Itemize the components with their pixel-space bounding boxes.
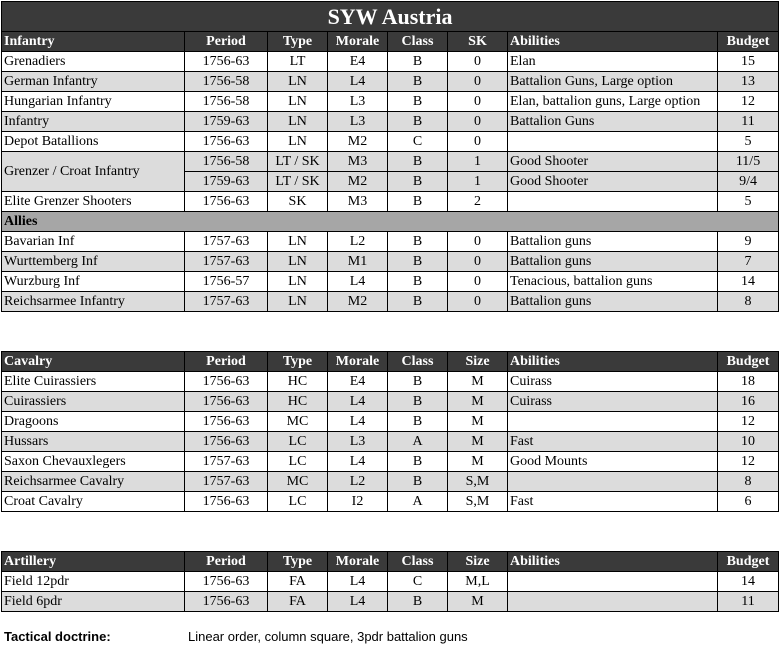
- table-cell: Depot Batallions: [2, 132, 185, 152]
- table-cell: C: [388, 572, 448, 592]
- table-cell: LC: [268, 432, 328, 452]
- table-cell: L4: [328, 392, 388, 412]
- table-cell: 7: [718, 252, 779, 272]
- table-cell: L3: [328, 92, 388, 112]
- table-cell: Elan, battalion guns, Large option: [508, 92, 718, 112]
- table-cell: M1: [328, 252, 388, 272]
- page-title: SYW Austria: [2, 2, 779, 32]
- table-cell: Good Mounts: [508, 452, 718, 472]
- table-cell: Elite Grenzer Shooters: [2, 192, 185, 212]
- table-cell: Dragoons: [2, 412, 185, 432]
- table-cell: B: [388, 472, 448, 492]
- col-header: Class: [388, 352, 448, 372]
- table-cell: I2: [328, 492, 388, 512]
- table-cell: B: [388, 292, 448, 312]
- table-cell: 15: [718, 52, 779, 72]
- table-row: [2, 452, 779, 472]
- table-cell: German Infantry: [2, 72, 185, 92]
- table-cell: [508, 412, 718, 432]
- table-cell: 11: [718, 592, 779, 612]
- table-cell: 1756-63: [185, 432, 268, 452]
- table-cell: LT / SK: [268, 152, 328, 172]
- table-cell: B: [388, 392, 448, 412]
- table-cell: 1756-63: [185, 52, 268, 72]
- table-cell: 0: [448, 252, 508, 272]
- table-cell: 1: [448, 172, 508, 192]
- table-cell: 14: [718, 272, 779, 292]
- table-cell: M: [448, 372, 508, 392]
- table-cell: Elite Cuirassiers: [2, 372, 185, 392]
- col-header: Abilities: [508, 32, 718, 52]
- table-cell: M: [448, 432, 508, 452]
- table-cell: HC: [268, 372, 328, 392]
- table-row: [2, 472, 779, 492]
- table-cell: Cuirass: [508, 392, 718, 412]
- table-cell: 12: [718, 452, 779, 472]
- table-row: [2, 132, 779, 152]
- table-cell: SK: [268, 192, 328, 212]
- table-cell: B: [388, 372, 448, 392]
- infantry-table: [1, 1, 779, 312]
- table-row: [2, 232, 779, 252]
- table-cell: 1756-58: [185, 92, 268, 112]
- table-cell: 1756-58: [185, 72, 268, 92]
- table-cell: M3: [328, 192, 388, 212]
- table-cell: 1756-63: [185, 132, 268, 152]
- table-cell: 9/4: [718, 172, 779, 192]
- table-cell: E4: [328, 52, 388, 72]
- table-cell: Reichsarmee Infantry: [2, 292, 185, 312]
- table-cell: Wurttemberg Inf: [2, 252, 185, 272]
- table-cell: B: [388, 172, 448, 192]
- table-cell: B: [388, 92, 448, 112]
- table-cell: L2: [328, 472, 388, 492]
- table-cell: [508, 192, 718, 212]
- table-row: [2, 72, 779, 92]
- col-header: Cavalry: [2, 352, 185, 372]
- table-cell: MC: [268, 412, 328, 432]
- table-cell: B: [388, 452, 448, 472]
- table-cell: LN: [268, 292, 328, 312]
- table-cell: LC: [268, 452, 328, 472]
- table-cell: 1756-63: [185, 592, 268, 612]
- table-cell: B: [388, 232, 448, 252]
- tactical-doctrine: [4, 629, 468, 644]
- table-cell: Good Shooter: [508, 172, 718, 192]
- table-cell: 14: [718, 572, 779, 592]
- table-row: [2, 292, 779, 312]
- table-cell: M2: [328, 132, 388, 152]
- table-cell: M3: [328, 152, 388, 172]
- table-cell: 1756-63: [185, 492, 268, 512]
- table-cell: MC: [268, 472, 328, 492]
- table-cell: LN: [268, 92, 328, 112]
- table-cell: LC: [268, 492, 328, 512]
- table-row: [2, 272, 779, 292]
- table-cell: Reichsarmee Cavalry: [2, 472, 185, 492]
- col-header: Budget: [718, 552, 779, 572]
- doctrine-label: Tactical doctrine:: [4, 629, 111, 644]
- table-cell: 1756-57: [185, 272, 268, 292]
- artillery-header-row: [2, 552, 779, 572]
- table-cell: 0: [448, 112, 508, 132]
- section-label: Allies: [2, 212, 779, 232]
- table-cell: 8: [718, 292, 779, 312]
- table-cell: B: [388, 112, 448, 132]
- table-cell: LN: [268, 252, 328, 272]
- col-header: Morale: [328, 32, 388, 52]
- table-cell: L2: [328, 232, 388, 252]
- col-header: Type: [268, 32, 328, 52]
- table-cell: 6: [718, 492, 779, 512]
- table-cell: Tenacious, battalion guns: [508, 272, 718, 292]
- infantry-header-row: [2, 32, 779, 52]
- table-cell: L3: [328, 112, 388, 132]
- table-cell: LN: [268, 132, 328, 152]
- table-row: [2, 412, 779, 432]
- table-cell: B: [388, 412, 448, 432]
- col-header: Morale: [328, 552, 388, 572]
- table-cell: M: [448, 452, 508, 472]
- cavalry-header-row: [2, 352, 779, 372]
- table-cell: 0: [448, 292, 508, 312]
- col-header: Class: [388, 32, 448, 52]
- col-header: Size: [448, 552, 508, 572]
- table-cell: 9: [718, 232, 779, 252]
- cavalry-table: [1, 351, 779, 512]
- table-row: [2, 152, 779, 172]
- col-header: Budget: [718, 32, 779, 52]
- allies-section-row: [2, 212, 779, 232]
- table-cell: Grenadiers: [2, 52, 185, 72]
- table-cell: Battalion guns: [508, 252, 718, 272]
- table-cell: Battalion Guns: [508, 112, 718, 132]
- table-cell: Saxon Chevauxlegers: [2, 452, 185, 472]
- table-cell: Hungarian Infantry: [2, 92, 185, 112]
- table-cell: 5: [718, 192, 779, 212]
- table-cell: 1757-63: [185, 472, 268, 492]
- table-cell: 2: [448, 192, 508, 212]
- table-cell: 13: [718, 72, 779, 92]
- table-cell: 0: [448, 272, 508, 292]
- table-row: [2, 592, 779, 612]
- col-header: Infantry: [2, 32, 185, 52]
- table-cell: B: [388, 592, 448, 612]
- table-cell: 1756-63: [185, 192, 268, 212]
- table-row: [2, 492, 779, 512]
- table-row: [2, 52, 779, 72]
- table-row: [2, 192, 779, 212]
- table-cell: 12: [718, 92, 779, 112]
- table-cell: [508, 472, 718, 492]
- table-cell: 11: [718, 112, 779, 132]
- table-cell: Elan: [508, 52, 718, 72]
- table-cell: B: [388, 52, 448, 72]
- col-header: Artillery: [2, 552, 185, 572]
- table-cell: C: [388, 132, 448, 152]
- table-cell: LN: [268, 272, 328, 292]
- table-cell: L4: [328, 572, 388, 592]
- table-cell: Field 12pdr: [2, 572, 185, 592]
- table-row: [2, 112, 779, 132]
- table-cell: Battalion Guns, Large option: [508, 72, 718, 92]
- table-row: [2, 372, 779, 392]
- table-cell: B: [388, 252, 448, 272]
- table-cell: Wurzburg Inf: [2, 272, 185, 292]
- table-row: [2, 252, 779, 272]
- artillery-table: [1, 551, 779, 612]
- table-cell: HC: [268, 392, 328, 412]
- table-cell: 8: [718, 472, 779, 492]
- table-cell: Field 6pdr: [2, 592, 185, 612]
- table-cell: [508, 132, 718, 152]
- table-cell: 1756-63: [185, 392, 268, 412]
- table-cell: 1757-63: [185, 452, 268, 472]
- table-cell: 5: [718, 132, 779, 152]
- table-cell: L4: [328, 592, 388, 612]
- table-cell: 0: [448, 52, 508, 72]
- table-cell: LT: [268, 52, 328, 72]
- table-cell: A: [388, 432, 448, 452]
- table-cell: E4: [328, 372, 388, 392]
- col-header: Abilities: [508, 552, 718, 572]
- table-cell: Croat Cavalry: [2, 492, 185, 512]
- table-cell: 1759-63: [185, 172, 268, 192]
- table-cell: LT / SK: [268, 172, 328, 192]
- table-cell: Hussars: [2, 432, 185, 452]
- col-header: Type: [268, 552, 328, 572]
- doctrine-value: Linear order, column square, 3pdr battalion guns: [188, 629, 468, 644]
- col-header: Morale: [328, 352, 388, 372]
- table-cell: Good Shooter: [508, 152, 718, 172]
- table-cell: L4: [328, 412, 388, 432]
- table-cell: L4: [328, 272, 388, 292]
- table-cell: B: [388, 192, 448, 212]
- table-cell: 0: [448, 92, 508, 112]
- table-cell: 1757-63: [185, 292, 268, 312]
- col-header: Size: [448, 352, 508, 372]
- table-cell: S,M: [448, 492, 508, 512]
- table-row: [2, 432, 779, 452]
- table-cell: M2: [328, 172, 388, 192]
- table-cell: B: [388, 72, 448, 92]
- table-cell: 10: [718, 432, 779, 452]
- col-header: Period: [185, 352, 268, 372]
- col-header: Period: [185, 552, 268, 572]
- table-cell: 16: [718, 392, 779, 412]
- table-cell: M: [448, 592, 508, 612]
- table-cell: 1756-58: [185, 152, 268, 172]
- table-cell: 1757-63: [185, 232, 268, 252]
- table-row: [2, 92, 779, 112]
- table-cell: 11/5: [718, 152, 779, 172]
- col-header: Class: [388, 552, 448, 572]
- col-header: Period: [185, 32, 268, 52]
- table-cell: 12: [718, 412, 779, 432]
- table-cell: 1759-63: [185, 112, 268, 132]
- col-header: Abilities: [508, 352, 718, 372]
- col-header: Type: [268, 352, 328, 372]
- table-cell: Bavarian Inf: [2, 232, 185, 252]
- table-cell: FA: [268, 592, 328, 612]
- table-cell: S,M: [448, 472, 508, 492]
- table-row: [2, 392, 779, 412]
- table-cell: Infantry: [2, 112, 185, 132]
- table-cell: FA: [268, 572, 328, 592]
- table-cell: A: [388, 492, 448, 512]
- table-cell: LN: [268, 72, 328, 92]
- table-cell: M2: [328, 292, 388, 312]
- table-cell: LN: [268, 112, 328, 132]
- table-cell: Grenzer / Croat Infantry: [2, 152, 185, 192]
- table-cell: [508, 592, 718, 612]
- table-cell: 1756-63: [185, 372, 268, 392]
- table-cell: M,L: [448, 572, 508, 592]
- col-header: SK: [448, 32, 508, 52]
- table-cell: B: [388, 152, 448, 172]
- table-cell: M: [448, 412, 508, 432]
- table-cell: M: [448, 392, 508, 412]
- table-cell: Fast: [508, 492, 718, 512]
- table-cell: 1756-63: [185, 572, 268, 592]
- table-cell: L4: [328, 452, 388, 472]
- table-cell: 1757-63: [185, 252, 268, 272]
- table-cell: Battalion guns: [508, 232, 718, 252]
- table-cell: [508, 572, 718, 592]
- table-cell: L4: [328, 72, 388, 92]
- table-cell: Cuirass: [508, 372, 718, 392]
- table-cell: 1756-63: [185, 412, 268, 432]
- table-cell: 1: [448, 152, 508, 172]
- table-cell: Battalion guns: [508, 292, 718, 312]
- table-cell: Fast: [508, 432, 718, 452]
- table-cell: 0: [448, 132, 508, 152]
- table-cell: 18: [718, 372, 779, 392]
- table-row: [2, 572, 779, 592]
- table-cell: LN: [268, 232, 328, 252]
- table-cell: Cuirassiers: [2, 392, 185, 412]
- table-cell: 0: [448, 232, 508, 252]
- table-cell: 0: [448, 72, 508, 92]
- table-cell: L3: [328, 432, 388, 452]
- col-header: Budget: [718, 352, 779, 372]
- table-cell: B: [388, 272, 448, 292]
